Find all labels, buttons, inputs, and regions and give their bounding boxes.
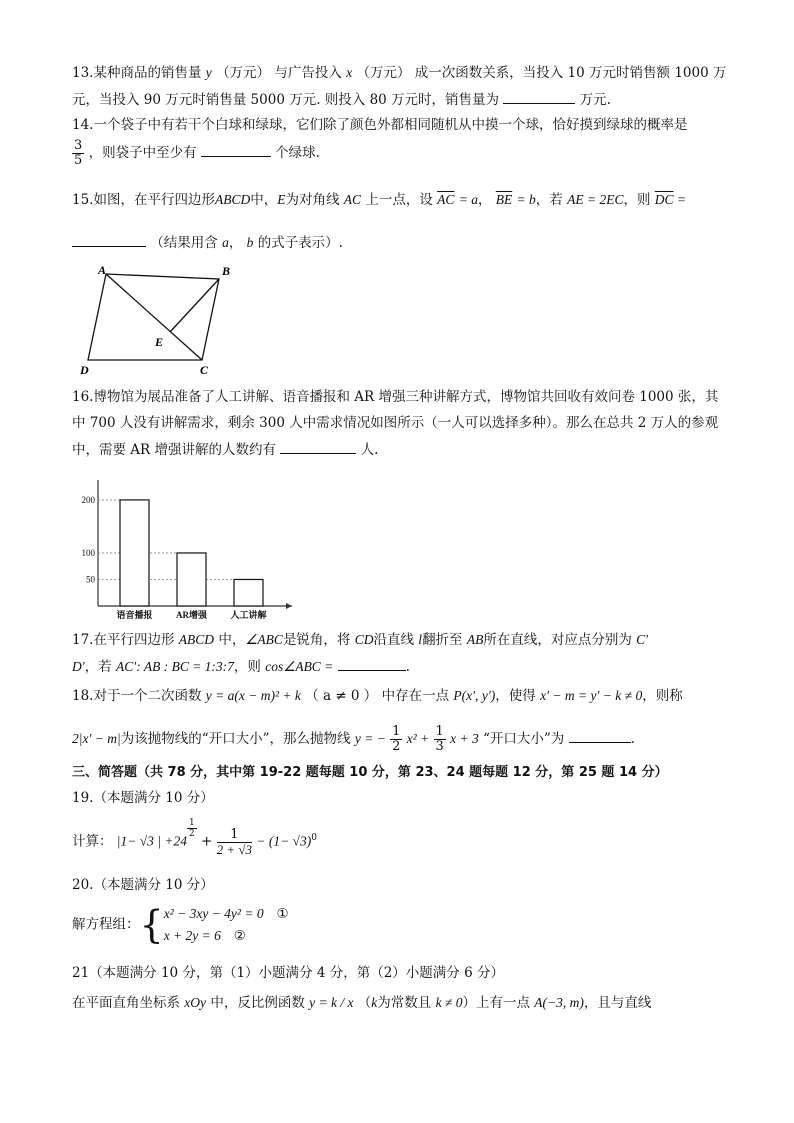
math: = b bbox=[516, 192, 536, 207]
q16-line2 bbox=[72, 413, 718, 433]
text: 中，需要 AR 增强讲解的人数约有 bbox=[72, 442, 276, 458]
text: . bbox=[405, 659, 410, 675]
text: ）上有一点 bbox=[462, 995, 530, 1011]
equation-1: x² − 3xy − 4y² = 0 bbox=[163, 905, 264, 921]
numerator: 3 bbox=[74, 138, 83, 153]
math: k bbox=[371, 995, 378, 1010]
math: C′ bbox=[636, 632, 649, 647]
x-axis-arrow bbox=[286, 603, 292, 609]
numerator: 1 bbox=[188, 818, 195, 828]
text: ，若 bbox=[84, 659, 112, 675]
q17-line1 bbox=[72, 630, 648, 650]
q18-line2 bbox=[72, 721, 635, 757]
math: ABCD bbox=[214, 192, 251, 207]
bar-chart bbox=[68, 478, 300, 624]
q13-line2 bbox=[72, 89, 611, 110]
math: y = k / x bbox=[309, 995, 354, 1010]
fraction bbox=[390, 725, 402, 754]
text: . bbox=[630, 731, 635, 747]
answer-blank[interactable] bbox=[201, 142, 271, 157]
text: 翻折至 bbox=[422, 632, 463, 648]
text: 中， bbox=[250, 192, 278, 208]
text: 上一点，设 bbox=[365, 192, 433, 208]
text: （ bbox=[357, 995, 372, 1011]
fraction bbox=[217, 828, 252, 857]
text: 为常数且 bbox=[377, 995, 432, 1011]
x-tick-label: 人工讲解 bbox=[230, 610, 267, 620]
text: 沿直线 bbox=[373, 632, 414, 648]
text: 的式子表示）. bbox=[257, 235, 343, 251]
math: xOy bbox=[184, 995, 207, 1010]
text: 18.对于一个二次函数 bbox=[72, 688, 202, 704]
text: 解方程组： bbox=[72, 916, 140, 933]
fraction bbox=[434, 725, 446, 754]
diagonal-ac bbox=[106, 274, 202, 360]
denominator: 2 + √3 bbox=[216, 841, 253, 857]
text: 万元. bbox=[579, 92, 611, 108]
numerator: 1 bbox=[217, 828, 252, 843]
y-tick-label: 200 bbox=[81, 494, 95, 505]
math: AC′: AB : BC = 1:3:7 bbox=[116, 659, 234, 674]
numerator: 1 bbox=[392, 724, 401, 739]
text: （万元） bbox=[356, 65, 411, 81]
answer-blank[interactable] bbox=[569, 728, 631, 743]
y-tick-label: 100 bbox=[81, 547, 95, 558]
math: x′ − m = y′ − k ≠ 0 bbox=[540, 688, 643, 703]
q14-line1 bbox=[72, 115, 687, 135]
exponent-fraction bbox=[187, 818, 197, 839]
text: 计算： bbox=[72, 833, 113, 850]
math: = bbox=[673, 192, 687, 207]
math: |1− √3 | +24 bbox=[116, 833, 187, 849]
marker-2: ② bbox=[233, 927, 246, 944]
label-d: D bbox=[80, 363, 89, 377]
text: （结果用含 bbox=[150, 235, 218, 251]
text: ，使得 bbox=[495, 688, 536, 704]
text: ，若 bbox=[535, 192, 563, 208]
text: “开口大小”为 bbox=[483, 731, 565, 747]
text: 是锐角，将 bbox=[282, 632, 351, 648]
math: + bbox=[201, 833, 213, 850]
text: ， bbox=[477, 192, 492, 208]
q20-system bbox=[72, 902, 289, 947]
bar bbox=[120, 500, 149, 606]
equations bbox=[164, 903, 289, 947]
text: ，且与直线 bbox=[583, 995, 652, 1011]
math: CD bbox=[354, 632, 374, 647]
y-tick-label: 50 bbox=[86, 574, 95, 585]
text: ，则称 bbox=[642, 688, 683, 704]
math: = a bbox=[458, 192, 478, 207]
equation-2: x + 2y = 6 bbox=[163, 927, 221, 943]
q19-expression bbox=[72, 818, 317, 862]
text: （ a ≠ 0 ） bbox=[305, 688, 378, 704]
q14-line2 bbox=[72, 136, 320, 170]
text: ， bbox=[228, 235, 243, 251]
label-a: A bbox=[98, 263, 107, 277]
math: AC bbox=[343, 192, 362, 207]
bar bbox=[234, 579, 263, 606]
vector-ac: $\overline{AC}$ bbox=[437, 192, 455, 207]
math: AB bbox=[466, 632, 484, 647]
math: E bbox=[277, 192, 286, 207]
answer-blank[interactable] bbox=[72, 232, 146, 247]
math: l bbox=[418, 632, 423, 647]
q16-line1 bbox=[72, 387, 718, 407]
math: b bbox=[246, 235, 254, 250]
math: x² + bbox=[406, 731, 430, 746]
q16-line3 bbox=[72, 439, 378, 460]
text: 为对角线 bbox=[285, 192, 340, 208]
denominator: 2 bbox=[392, 739, 401, 754]
text: ，则 bbox=[233, 659, 261, 675]
math: y = − bbox=[354, 731, 386, 746]
math: ABCD bbox=[178, 632, 215, 647]
label-b: B bbox=[222, 264, 231, 278]
text: 中存在一点 bbox=[381, 688, 450, 704]
text: 中 700 人没有讲解需求，剩余 300 人中需求情况如图所示（一人可以选择多种）。那么在总共 2 万人的参观 bbox=[72, 415, 719, 431]
math: a bbox=[222, 235, 229, 250]
fraction bbox=[72, 139, 84, 168]
math: ∠ABC bbox=[245, 632, 283, 647]
text: 与广告投入 bbox=[274, 65, 342, 81]
text: 元，当投入 90 万元时销售量 5000 万元. 则投入 80 万元时，销售量为 bbox=[72, 92, 500, 108]
answer-blank[interactable] bbox=[503, 89, 575, 104]
text: ，则袋子中至少有 bbox=[88, 145, 197, 161]
exponent: 0 bbox=[311, 833, 317, 843]
math: − (1− √3) bbox=[256, 833, 312, 849]
text: 15.如图，在平行四边形 bbox=[72, 192, 215, 208]
math: x + 3 bbox=[450, 731, 479, 746]
q15-line2 bbox=[72, 232, 343, 253]
label-c: C bbox=[200, 363, 209, 377]
math: D′ bbox=[72, 659, 85, 674]
text: ，则 bbox=[623, 192, 651, 208]
var-y: y bbox=[205, 65, 212, 80]
math: 2|x′ − m| bbox=[72, 731, 121, 746]
math: P(x′, y′) bbox=[453, 688, 496, 703]
vector-be: $\overline{BE}$ bbox=[495, 192, 513, 207]
denominator: 3 bbox=[435, 739, 444, 754]
vector-dc: $\overline{DC}$ bbox=[654, 192, 674, 207]
text: 中，反比例函数 bbox=[210, 995, 305, 1011]
denominator: 5 bbox=[74, 153, 83, 168]
text: 成一次函数关系，当投入 10 万元时销售额 1000 万 bbox=[414, 65, 727, 81]
numerator: 1 bbox=[435, 724, 444, 739]
text: 为该抛物线的“开口大小”，那么抛物线 bbox=[120, 731, 351, 747]
answer-blank[interactable] bbox=[280, 439, 356, 454]
denominator: 2 bbox=[188, 829, 195, 839]
math: cos∠ABC = bbox=[265, 659, 334, 674]
q21-line1 bbox=[72, 993, 651, 1013]
text: 在平面直角坐标系 bbox=[72, 995, 180, 1011]
label-e: E bbox=[155, 335, 164, 349]
text: 个绿球. bbox=[275, 145, 320, 161]
text: 所在直线，对应点分别为 bbox=[483, 632, 632, 648]
x-tick-label: 语音播报 bbox=[116, 610, 153, 620]
q15-line1 bbox=[72, 190, 686, 210]
text: 14.一个袋子中有若干个白球和绿球，它们除了颜色外都相同随机从中摸一个球，恰好摸到绿球的概率是 bbox=[72, 117, 688, 133]
q20-title: 20.（本题满分 10 分） bbox=[72, 877, 214, 893]
math: AE = 2EC bbox=[567, 192, 624, 207]
q19-title: 19.（本题满分 10 分） bbox=[72, 790, 214, 806]
answer-blank[interactable] bbox=[338, 656, 406, 671]
q17-line2 bbox=[72, 656, 410, 677]
q21-title: 21（本题满分 10 分，第（1）小题满分 4 分，第（2）小题满分 6 分） bbox=[72, 965, 504, 981]
text: 16.博物馆为展品准备了人工讲解、语音播报和 AR 增强三种讲解方式，博物馆共回收有效问卷 1000 张，其 bbox=[72, 389, 719, 405]
math: k ≠ 0 bbox=[435, 995, 463, 1010]
section-heading: 三、简答题（共 78 分，其中第 19-22 题每题 10 分，第 23、24 题每题 12 分，第 25 题 14 分） bbox=[72, 765, 668, 780]
var-x: x bbox=[346, 65, 353, 80]
text: 17.在平行四边形 bbox=[72, 632, 175, 648]
left-brace: { bbox=[139, 902, 164, 947]
segment-be bbox=[170, 279, 219, 332]
parallelogram-figure bbox=[80, 262, 250, 382]
q13-line1 bbox=[72, 63, 726, 83]
text: （万元） bbox=[216, 65, 271, 81]
text: 13.某种商品的销售量 bbox=[72, 65, 202, 81]
x-tick-label: AR增强 bbox=[176, 610, 207, 620]
q18-line1 bbox=[72, 686, 683, 706]
text: 中， bbox=[218, 632, 246, 648]
math: A(−3, m) bbox=[534, 995, 584, 1010]
bar bbox=[177, 553, 206, 606]
text: 人. bbox=[360, 442, 379, 458]
marker-1: ① bbox=[276, 905, 289, 922]
math: y = a(x − m)² + k bbox=[205, 688, 301, 703]
